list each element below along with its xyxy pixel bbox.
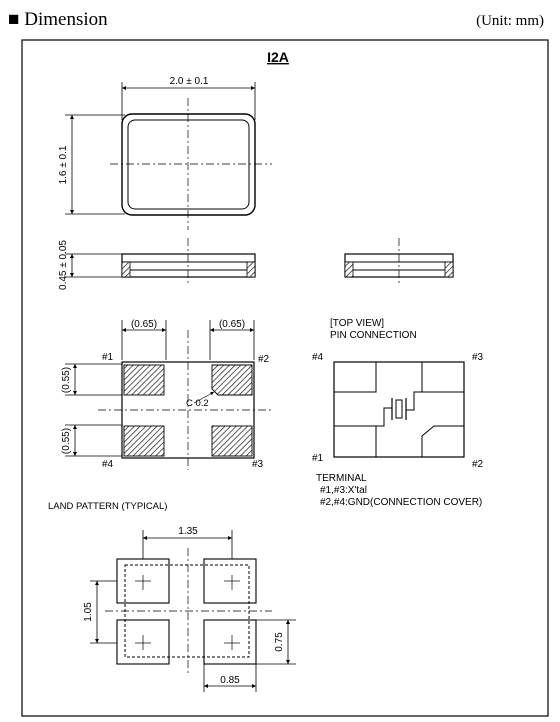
chamfer-label: C 0.2	[186, 398, 209, 409]
pin-conn-label-2: #2	[472, 459, 484, 470]
pin-conn-label-3: #3	[472, 352, 484, 363]
package-bottom-view	[61, 319, 272, 470]
pin-label-3: #3	[252, 459, 264, 470]
dim-thickness-label: 0.45 ± 0.05	[58, 240, 69, 290]
pin-label-4: #4	[102, 459, 114, 470]
package-side-view	[58, 238, 453, 290]
top-view-title: [TOP VIEW]	[330, 318, 385, 329]
drawing-frame	[22, 40, 548, 716]
unit-label: (Unit: mm)	[476, 13, 544, 29]
pin-label-1: #1	[102, 352, 114, 363]
pad-1	[124, 365, 164, 395]
dim-land-pad-height: 0.75	[274, 632, 285, 652]
dim-height-label: 1.6 ± 0.1	[58, 145, 69, 185]
section-title: ■ Dimension	[8, 9, 108, 30]
land-pattern-title: LAND PATTERN (TYPICAL)	[48, 501, 168, 512]
dim-land-pad-width: 0.85	[220, 675, 240, 686]
dim-pad-height-bottom: (0.55)	[61, 427, 72, 455]
dim-width-label: 2.0 ± 0.1	[169, 76, 209, 87]
pin-conn-label-4: #4	[312, 352, 324, 363]
terminal-title: TERMINAL	[316, 473, 367, 484]
terminal-legend	[316, 473, 482, 508]
pin-connection-title: PIN CONNECTION	[330, 330, 417, 341]
model-title: I2A	[267, 49, 289, 65]
dim-pitch-x: 1.35	[178, 526, 198, 537]
dim-pad-height-top: (0.55)	[61, 366, 72, 394]
pin-label-2: #2	[258, 354, 270, 365]
package-top-view	[58, 76, 272, 230]
pin-conn-label-1: #1	[312, 453, 324, 464]
terminal-line-2: #2,#4:GND(CONNECTION COVER)	[320, 497, 483, 508]
pad-4	[124, 426, 164, 456]
terminal-line-1: #1,#3:X'tal	[320, 485, 367, 496]
dim-pad-width-right: (0.65)	[218, 319, 246, 330]
pad-3	[212, 426, 252, 456]
pad-2	[212, 365, 252, 395]
land-pattern-view	[48, 501, 296, 692]
dim-pad-width-left: (0.65)	[130, 319, 158, 330]
dim-pitch-y: 1.05	[83, 602, 94, 622]
pin-connection-view	[312, 318, 484, 470]
